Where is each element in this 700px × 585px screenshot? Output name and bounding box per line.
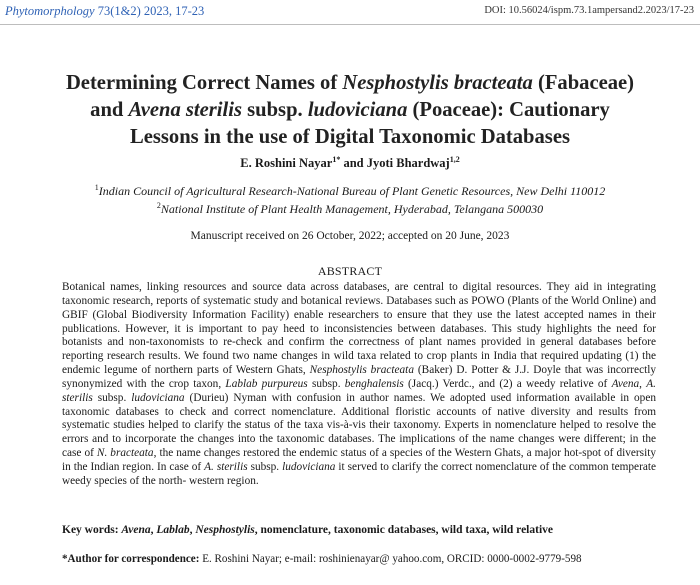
affiliation-text: Indian Council of Agricultural Research-National Bureau of Plant Genetic Resources, New Delhi 110012 [98, 184, 606, 198]
taxon-name: benghalensis [344, 377, 404, 390]
abstract-text: (Baker) D. Potter & J.J. Doyle that was incorrectly synonymized with the crop taxon, [62, 364, 657, 390]
title-part: Determining Correct Names of [65, 72, 343, 94]
journal-citation [5, 4, 204, 19]
title-italic: ludoviciana [307, 99, 408, 121]
keyword-list: , nomenclature, taxonomic databases, wild taxa, wild relative [254, 524, 553, 536]
abstract-text: subsp. [247, 460, 283, 473]
author-affiliation-mark: 1* [332, 155, 341, 164]
taxon-name: A. sterilis [62, 377, 656, 404]
abstract-heading: ABSTRACT [317, 264, 383, 278]
taxon-name: N. bracteata [96, 447, 154, 460]
title-part: (Fabaceae) [532, 72, 635, 94]
title-part: subsp. [241, 99, 308, 121]
taxon-name: ludoviciana [131, 391, 185, 404]
abstract-text: (Durieu) Nyman with confusion in author names. We adopted used information available in open taxonomic databases to check and correct nomenclature. Additional floristic accounts of native diversity and results from systematic studies helped to clarify the status of the taxa vis-à-vis their taxonomy. Experts in nomenclature helped to resolve the errors and to incorporate the changes into the taxonomic databases. The implications of the name changes were different; in the case of [62, 391, 656, 460]
taxon-name: Lablab purpureus [225, 377, 308, 390]
keyword: Nesphostylis [195, 524, 255, 536]
taxon-name: Avena [611, 377, 640, 390]
title-part: and [90, 99, 129, 121]
abstract-text: Botanical names, linking resources and source data across databases, are central to digital resources. They aid in integrating taxonomic research, reports of systematic study and botanical reviews. Databases such as POWO (Plants of the World Online) and GBIF (Global Biodiversity Information Facility) enable researchers to ensure that they use the latest accepted names in their publications. However, it is important to pay heed to inconsistencies between databases. This study highlights the need for botanists and non-taxonomists to re-check and confirm the correctness of plant names provided in general databases before reporting research results. We found two name changes in wild taxa related to crop plants in India that required updating (1) the endemic legume of northern parts of Western Ghats, [62, 281, 656, 377]
author-name: Jyoti Bhardwaj [366, 156, 450, 171]
abstract-text: , the name changes restored the endemic status of a species of the Western Ghats, a major hot-spot of diversity in the Indian region. In case of [62, 447, 657, 473]
journal-name: Phytomorphology [5, 4, 95, 18]
taxon-name: A. sterilis [204, 460, 248, 473]
author-separator: and [340, 156, 367, 171]
abstract-text: subsp. [307, 377, 345, 390]
abstract-text: (Jacq.) Verdc., and (2) a weedy relative of [403, 377, 612, 390]
title-part: (Poaceae): Cautionary [407, 99, 610, 121]
affiliation-2 [0, 201, 700, 217]
title-part: Lessons in the use of Digital Taxonomic Databases [130, 126, 570, 148]
correspondence-text: E. Roshini Nayar; e-mail: roshinienayar@ yahoo.com, ORCID: 0000-0002-9779-598 [199, 553, 582, 565]
affiliation-mark: 2 [156, 201, 161, 210]
author-affiliation-mark: 1,2 [449, 155, 460, 164]
title-italic: Nesphostylis bracteata [342, 72, 533, 94]
keyword-separator: , [189, 524, 196, 536]
affiliation-text: National Institute of Plant Health Management, Hyderabad, Telangana 500030 [160, 202, 544, 216]
manuscript-dates: Manuscript received on 26 October, 2022; accepted on 20 June, 2023 [190, 230, 510, 242]
title-italic: Avena sterilis [128, 99, 242, 121]
keyword-separator: , [150, 524, 157, 536]
keywords-label: Key words: [62, 524, 122, 536]
doi: DOI: 10.56024/ispm.73.1ampersand2.2023/17-23 [484, 5, 694, 16]
taxon-name: Nesphostylis bracteata [309, 364, 414, 377]
abstract-body [62, 281, 656, 489]
keyword: Lablab [156, 524, 190, 536]
taxon-name: ludoviciana [282, 460, 336, 473]
keyword: Avena [121, 524, 151, 536]
abstract-text: subsp. [92, 391, 132, 404]
correspondence [62, 553, 690, 565]
author-name: E. Roshini Nayar [240, 156, 333, 171]
author-list [0, 155, 700, 171]
journal-issue: 73(1&2) 2023, 17-23 [94, 4, 205, 18]
affiliation-1 [0, 183, 700, 199]
keywords [62, 524, 680, 536]
abstract-text: , [639, 377, 647, 390]
correspondence-label: *Author for correspondence: [62, 553, 200, 565]
abstract-text: it served to clarify the correct nomenclature of the common temperate weedy species of the north- western region. [62, 460, 656, 487]
article-title [14, 70, 686, 151]
affiliation-mark: 1 [94, 183, 99, 192]
